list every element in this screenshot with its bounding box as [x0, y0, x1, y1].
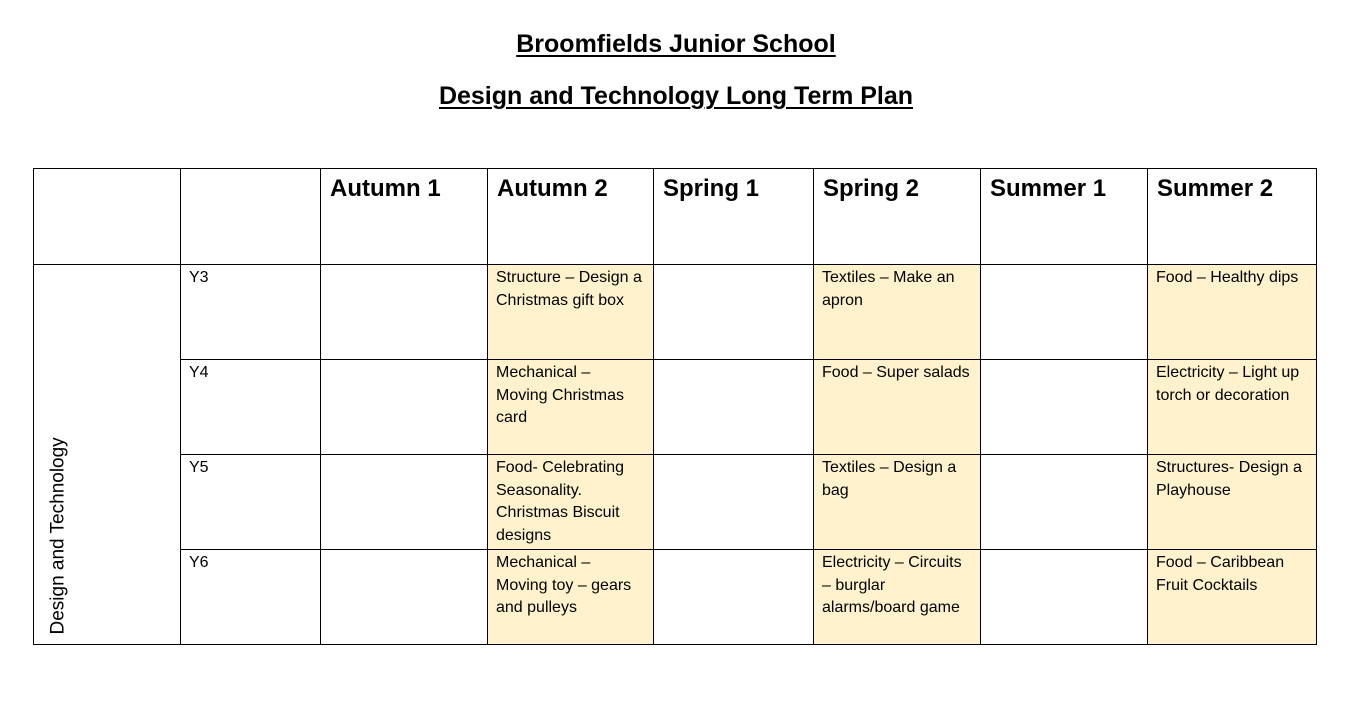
column-header-spring-2: Spring 2 — [814, 169, 981, 265]
school-name-heading: Broomfields Junior School — [516, 30, 836, 58]
cell-y3-spring-1 — [654, 265, 814, 360]
cell-y6-autumn-1 — [321, 550, 488, 645]
cell-y3-autumn-1 — [321, 265, 488, 360]
cell-y4-spring-1 — [654, 360, 814, 455]
column-header-spring-1: Spring 1 — [654, 169, 814, 265]
cell-y4-autumn-2: Mechanical – Moving Christmas card — [488, 360, 654, 455]
cell-y4-spring-2: Food – Super salads — [814, 360, 981, 455]
cell-y5-autumn-1 — [321, 455, 488, 550]
subject-label: Design and Technology — [47, 436, 69, 634]
cell-y4-autumn-1 — [321, 360, 488, 455]
header-empty-year-cell — [181, 169, 321, 265]
long-term-plan-table — [33, 168, 1317, 645]
table-row-y5 — [34, 455, 1317, 550]
cell-y4-summer-1 — [981, 360, 1148, 455]
column-header-summer-1: Summer 1 — [981, 169, 1148, 265]
cell-y3-spring-2: Textiles – Make an apron — [814, 265, 981, 360]
table-row-y6 — [34, 550, 1317, 645]
cell-y6-autumn-2: Mechanical – Moving toy – gears and pulleys — [488, 550, 654, 645]
column-header-autumn-2: Autumn 2 — [488, 169, 654, 265]
header-row — [34, 169, 1317, 265]
table-row-y3 — [34, 265, 1317, 360]
year-label-y5: Y5 — [181, 455, 321, 550]
year-label-y4: Y4 — [181, 360, 321, 455]
cell-y4-summer-2: Electricity – Light up torch or decoration — [1148, 360, 1317, 455]
cell-y5-spring-2: Textiles – Design a bag — [814, 455, 981, 550]
cell-y5-summer-2: Structures- Design a Playhouse — [1148, 455, 1317, 550]
header-empty-subject-cell — [34, 169, 181, 265]
subject-cell — [34, 265, 181, 645]
year-label-y6: Y6 — [181, 550, 321, 645]
cell-y5-spring-1 — [654, 455, 814, 550]
cell-y5-summer-1 — [981, 455, 1148, 550]
cell-y6-spring-2: Electricity – Circuits – burglar alarms/board game — [814, 550, 981, 645]
column-header-autumn-1: Autumn 1 — [321, 169, 488, 265]
cell-y6-summer-1 — [981, 550, 1148, 645]
plan-title-heading: Design and Technology Long Term Plan — [438, 82, 914, 110]
table-row-y4 — [34, 360, 1317, 455]
cell-y3-summer-1 — [981, 265, 1148, 360]
column-header-summer-2: Summer 2 — [1148, 169, 1317, 265]
cell-y5-autumn-2: Food- Celebrating Seasonality. Christmas Biscuit designs — [488, 455, 654, 550]
cell-y3-summer-2: Food – Healthy dips — [1148, 265, 1317, 360]
year-label-y3: Y3 — [181, 265, 321, 360]
cell-y3-autumn-2: Structure – Design a Christmas gift box — [488, 265, 654, 360]
cell-y6-spring-1 — [654, 550, 814, 645]
cell-y6-summer-2: Food – Caribbean Fruit Cocktails — [1148, 550, 1317, 645]
